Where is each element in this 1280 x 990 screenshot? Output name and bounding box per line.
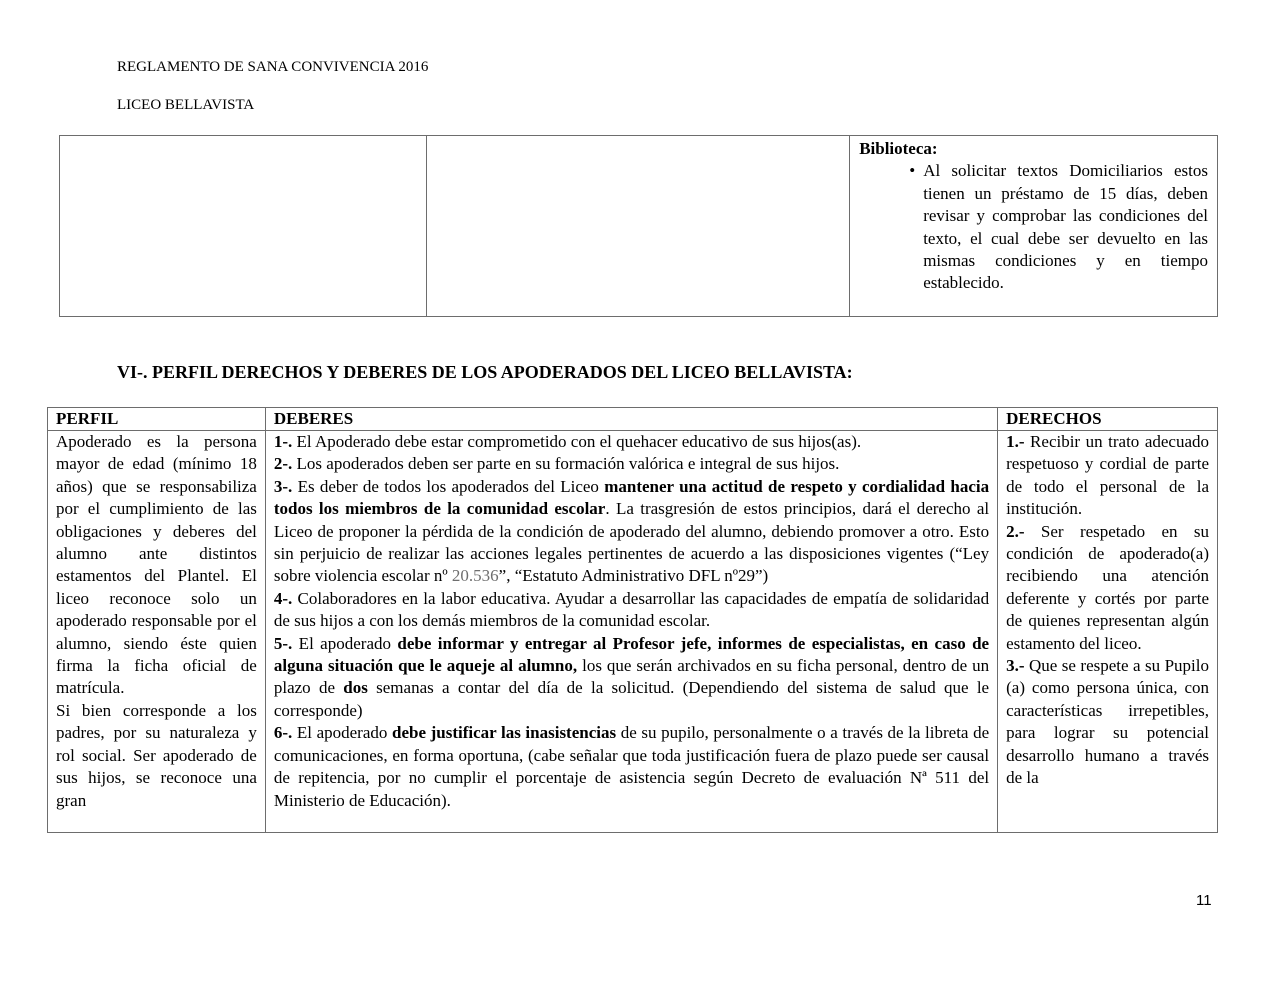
biblioteca-item-text: Al solicitar textos Domiciliarios estos tienen un préstamo de 15 días, deben revisar y comprobar las condiciones del texto, el cual debe ser devuelto en las mismas condiciones y en tiempo establecido. — [923, 161, 1208, 293]
derecho-1-text: Recibir un trato adecuado respetuoso y cordial de parte de todo el personal de la institución. — [1006, 432, 1209, 519]
perfil-paragraph-2: Si bien corresponde a los padres, por su naturaleza y rol social. Ser apoderado de sus hijos, se reconoce una gran — [56, 700, 257, 810]
deber-2 — [274, 453, 989, 475]
deber-3 — [274, 476, 989, 588]
derecho-2-text: Ser respetado en su condición de apoderado(a) recibiendo una atención deferente y cortés por parte de quienes representan algún estamento del liceo. — [1006, 521, 1209, 653]
derecho-1 — [1006, 431, 1209, 521]
deber-4-text: Colaboradores en la labor educativa. Ayudar a desarrollar las capacidades de empatía de solidaridad de sus hijos a con los demás miembros de la comunidad escolar. — [273, 588, 990, 631]
deber-1-text: El Apoderado debe estar comprometido con el quehacer educativo de sus hijos(as). — [292, 432, 862, 451]
deber-6-text-b: de su pupilo, personalmente o a través de la libreta de comunicaciones, en forma oportuna, (cabe señalar que toda justificación fuera de plazo puede ser causal de repitencia, por no cumplir el porcentaje de asistencia según Decreto de evaluación Nª 511 del Ministerio de Educación). — [273, 723, 990, 810]
deber-5-bold: debe informar y entregar al Profesor jefe, informes de especialistas, en caso de alguna situación que le aqueje al alumno, — [273, 633, 990, 676]
biblioteca-list-item — [859, 160, 1208, 294]
deber-1-number: 1-. — [273, 432, 293, 451]
deber-2-text: Los apoderados deben ser parte en su formación valórica e integral de sus hijos. — [292, 454, 840, 474]
derecho-3-text: Que se respete a su Pupilo (a) como persona única, con características irrepetibles, para lograr su potencial desarrollo humano a través de la — [1006, 656, 1209, 788]
derecho-3 — [1006, 655, 1209, 789]
page-number: 11 — [1196, 892, 1212, 909]
table-header-row — [48, 408, 1218, 431]
empty-cell-2 — [426, 136, 850, 317]
deber-3-text-b: . La trasgresión de estos principios, dará el derecho al Liceo de proponer la pérdida de la condición de apoderado del alumno, debiendo promover a otro. Esto sin perjuicio de realizar las acciones legales pertinentes de acuerdo a las disposiciones vigentes (“Ley sobre violencia escolar nº — [273, 499, 990, 586]
apoderados-table — [47, 407, 1218, 833]
deber-6-text-a: El apoderado — [292, 723, 392, 743]
biblioteca-cell — [850, 136, 1218, 317]
document-header-title: REGLAMENTO DE SANA CONVIVENCIA 2016 — [117, 59, 429, 75]
deber-3-number: 3-. — [273, 476, 293, 496]
deber-3-bold: mantener una actitud de respeto y cordialidad hacia todos los miembros de la comunidad escolar — [273, 476, 990, 519]
deber-5-number: 5-. — [273, 633, 293, 653]
derecho-1-number: 1.- — [1006, 432, 1025, 451]
perfil-cell — [48, 431, 266, 833]
continued-table — [59, 135, 1218, 317]
deber-5 — [274, 633, 989, 723]
derecho-2-number: 2.- — [1006, 521, 1025, 541]
deber-5-text-c: semanas a contar del día de la solicitud. (Dependiendo del sistema de salud que le corresponde) — [273, 678, 990, 720]
deber-1 — [274, 431, 989, 453]
table-row — [48, 431, 1218, 833]
column-header-perfil: PERFIL — [48, 408, 266, 431]
deber-4 — [274, 588, 989, 633]
deber-5-text-b: los que serán archivados en su ficha personal, dentro de un plazo de — [273, 656, 990, 698]
document-header-school: LICEO BELLAVISTA — [117, 97, 255, 113]
section-title: VI-. PERFIL DERECHOS Y DEBERES DE LOS APODERADOS DEL LICEO BELLAVISTA: — [117, 362, 853, 382]
biblioteca-title: Biblioteca: — [859, 139, 938, 158]
column-header-deberes: DEBERES — [265, 408, 997, 431]
deber-5-bold-2: dos — [343, 678, 368, 698]
derecho-2 — [1006, 521, 1209, 655]
deber-3-text-a: Es deber de todos los apoderados del Liceo — [292, 476, 605, 496]
deber-6-number: 6-. — [273, 723, 293, 743]
perfil-paragraph-1: Apoderado es la persona mayor de edad (mínimo 18 años) que se responsabiliza por el cumplimiento de las obligaciones y deberes del alumno ante distintos estamentos del Plantel. El liceo reconoce solo un apoderado responsable por el alumno, siendo éste quien firma la ficha oficial de matrícula. — [56, 432, 257, 698]
deber-6-bold: debe justificar las inasistencias — [392, 723, 617, 743]
derecho-3-number: 3.- — [1006, 656, 1025, 676]
deber-3-law-number: 20.536 — [451, 566, 499, 586]
bullet-icon: • — [909, 161, 916, 181]
deber-4-number: 4-. — [273, 588, 293, 608]
deber-5-text-a: El apoderado — [292, 633, 398, 653]
deber-3-text-c: ”, “Estatuto Administrativo DFL nº29”) — [498, 566, 769, 586]
column-header-derechos: DERECHOS — [998, 408, 1218, 431]
derechos-cell — [998, 431, 1218, 833]
deber-6 — [274, 722, 989, 812]
deberes-cell — [265, 431, 997, 833]
empty-cell-1 — [60, 136, 427, 317]
deber-2-number: 2-. — [273, 454, 293, 474]
